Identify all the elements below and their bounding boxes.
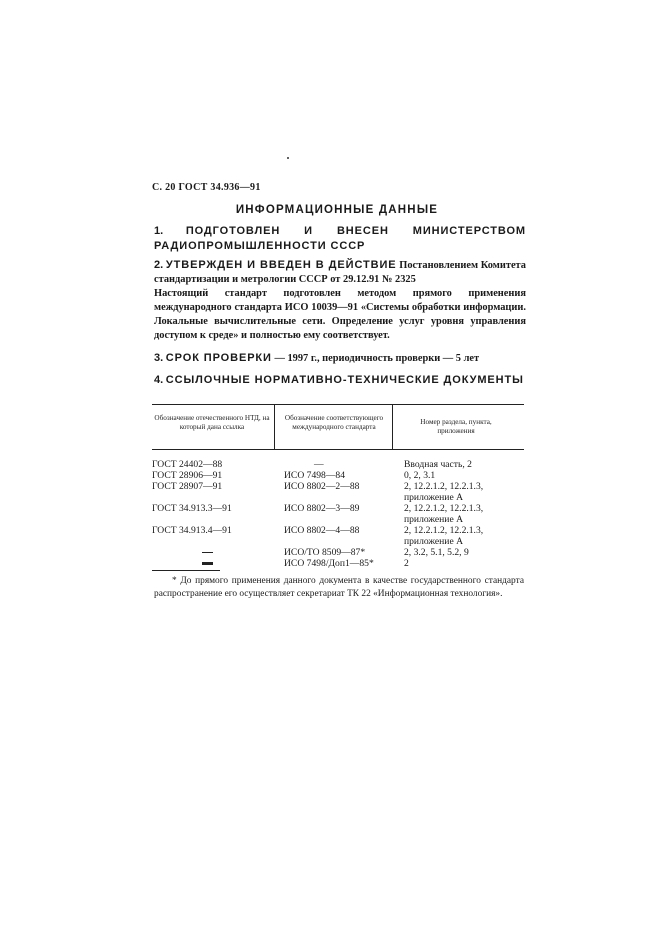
info-item-1 — [154, 224, 526, 254]
row-4-gost: ГОСТ 34.913.3—91 — [152, 503, 232, 514]
row-3-sections: 2, 12.2.1.2, 12.2.1.3, приложение А — [404, 481, 484, 503]
table-header-rule — [152, 449, 524, 450]
row-5-sections: 2, 12.2.1.2, 12.2.1.3, приложение А — [404, 525, 484, 547]
row-2-iso: ИСО 7498—84 — [284, 470, 346, 481]
table-col-divider-1 — [274, 404, 275, 449]
row-3-gost: ГОСТ 28907—91 — [152, 481, 223, 492]
item-1-number: 1. — [154, 225, 164, 237]
page-header: С. 20 ГОСТ 34.936—91 — [152, 182, 261, 193]
row-1-sections: Вводная часть, 2 — [404, 459, 472, 470]
table-top-rule — [152, 404, 524, 405]
row-7-iso: ИСО 7498/Доп1—85* — [284, 558, 374, 569]
item-2-approval-text: Постановлением Комитета стандартизации и метрологии СССР от 29.12.91 № 2325 — [154, 260, 526, 285]
item-3-number: 3. — [154, 352, 164, 364]
row-4-sections: 2, 12.2.1.2, 12.2.1.3, приложение А — [404, 503, 484, 525]
item-2-number: 2. — [154, 259, 164, 271]
row-4-iso: ИСО 8802—3—89 — [284, 503, 360, 514]
row-3-iso: ИСО 8802—2—88 — [284, 481, 360, 492]
item-4-number: 4. — [154, 374, 164, 386]
footnote-rule — [152, 570, 220, 571]
row-5-gost: ГОСТ 34.913.4—91 — [152, 525, 232, 536]
row-6-gost — [152, 547, 272, 558]
table-header-col2: Обозначение соответствующего международного стандарта — [284, 414, 384, 431]
row-2-sections: 0, 2, 3.1 — [404, 470, 436, 481]
row-7-sections: 2 — [404, 558, 409, 569]
item-3-heading: СРОК ПРОВЕРКИ — [165, 352, 272, 364]
table-col-divider-2 — [392, 404, 393, 449]
row-7-gost — [152, 558, 272, 569]
item-2-heading: УТВЕРЖДЕН И ВВЕДЕН В ДЕЙСТВИЕ — [165, 259, 397, 271]
speck — [287, 157, 289, 159]
row-5-iso: ИСО 8802—4—88 — [284, 525, 360, 536]
table-header-col1: Обозначение отечественного НТД, на который дана ссылка — [154, 414, 270, 431]
table-header-col3: Номер раздела, пункта, приложения — [420, 418, 492, 435]
item-4-heading: ССЫЛОЧНЫЕ НОРМАТИВНО-ТЕХНИЧЕСКИЕ ДОКУМЕНТЫ — [165, 374, 524, 386]
footnote: * До прямого применения данного документа в качестве государственного стандарта распространение его осуществляет секретариат ТК 22 «Информационная технология». — [154, 576, 524, 599]
item-2-standard-text: Настоящий стандарт подготовлен методом прямого применения международного стандарта ИСО 10039—91 «Системы обработки информации. Локальные вычислительные сети. Определение услуг уровня управления доступом к среде» и полностью ему соответствует. — [154, 288, 526, 341]
item-1-heading: ПОДГОТОВЛЕН И ВНЕСЕН МИНИСТЕРСТВОМ РАДИОПРОМЫШЛЕННОСТИ СССР — [154, 225, 526, 252]
info-item-3 — [154, 351, 526, 366]
row-1-gost: ГОСТ 24402—88 — [152, 459, 223, 470]
row-2-gost: ГОСТ 28906—91 — [152, 470, 223, 481]
row-1-iso: — — [314, 459, 324, 470]
info-item-2 — [154, 258, 526, 343]
row-6-sections: 2, 3.2, 5.1, 5.2, 9 — [404, 547, 469, 558]
dash-mark — [202, 552, 213, 553]
dash-mark — [202, 562, 213, 565]
info-item-4 — [154, 373, 526, 388]
item-3-text: — 1997 г., периодичность проверки — 5 лет — [274, 353, 480, 364]
row-6-iso: ИСО/ТО 8509—87* — [284, 547, 366, 558]
section-title: ИНФОРМАЦИОННЫЕ ДАННЫЕ — [235, 204, 439, 216]
